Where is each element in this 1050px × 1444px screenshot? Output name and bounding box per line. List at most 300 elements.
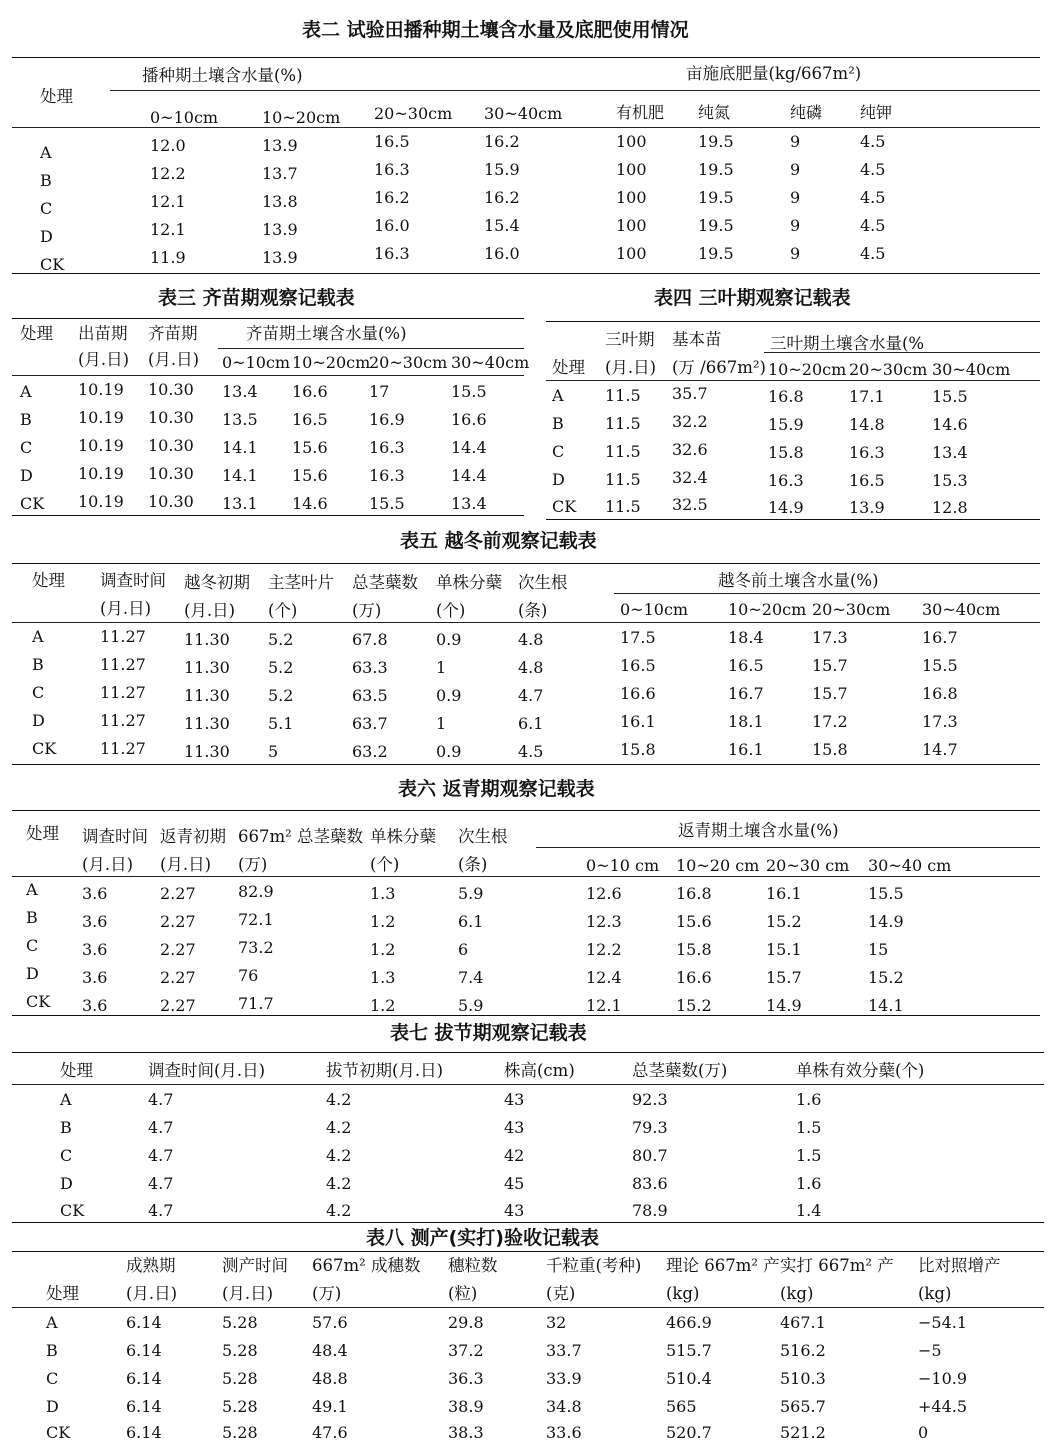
cell: 11.9 — [150, 248, 186, 267]
header-survey-unit: (月.日) — [82, 855, 134, 874]
header-tillers: 总茎蘖数 — [352, 573, 418, 592]
header-treatment: 处理 — [20, 324, 53, 343]
cell: 10.30 — [148, 408, 194, 427]
cell: 6.1 — [458, 912, 484, 931]
col-header: 0~10cm — [620, 600, 689, 619]
cell: 1 — [436, 658, 447, 677]
cell: 16.5 — [728, 656, 764, 675]
cell: C — [46, 1369, 59, 1388]
cell: 13.4 — [932, 443, 968, 462]
cell: 1.2 — [370, 996, 396, 1015]
cell: 5.9 — [458, 884, 484, 903]
cell: 0 — [918, 1423, 929, 1442]
cell: 48.8 — [312, 1369, 348, 1388]
rule — [12, 1251, 1044, 1252]
cell: 11.5 — [605, 470, 641, 489]
cell: B — [40, 171, 52, 190]
col-header: 千粒重(考种) — [546, 1256, 642, 1275]
rule — [12, 764, 1040, 765]
cell: 4.2 — [326, 1146, 352, 1165]
cell: D — [20, 466, 33, 485]
cell: 19.5 — [698, 244, 734, 263]
header-basic-seedlings: 基本苗 — [672, 330, 722, 349]
cell: 17.1 — [849, 387, 885, 406]
table-4-title: 表四 三叶期观察记载表 — [654, 287, 851, 309]
rule — [12, 515, 524, 516]
col-header: 20~30cm — [812, 600, 891, 619]
cell: 4.7 — [148, 1118, 174, 1137]
cell: 13.7 — [262, 164, 298, 183]
cell: 38.3 — [448, 1423, 484, 1442]
cell: 10.19 — [78, 380, 124, 399]
col-header: 纯磷 — [790, 103, 823, 122]
cell: 15.7 — [812, 684, 848, 703]
cell: 11.30 — [184, 686, 230, 705]
cell: D — [46, 1397, 59, 1416]
cell: 11.5 — [605, 442, 641, 461]
col-header: 30~40cm — [484, 104, 563, 123]
cell: 13.4 — [451, 494, 487, 513]
cell: 33.7 — [546, 1341, 582, 1360]
rule — [218, 348, 524, 349]
cell: 16.7 — [922, 628, 958, 647]
header-soil-moisture: 播种期土壤含水量(%) — [142, 66, 303, 85]
cell: 9 — [790, 244, 801, 263]
cell: 15.5 — [922, 656, 958, 675]
cell: 10.19 — [78, 464, 124, 483]
cell: 100 — [616, 160, 647, 179]
cell: 5.2 — [268, 630, 294, 649]
col-header: 20~30cm — [369, 353, 448, 372]
cell: 5.9 — [458, 996, 484, 1015]
cell: 12.1 — [586, 996, 622, 1015]
cell: 67.8 — [352, 630, 388, 649]
cell: 12.6 — [586, 884, 622, 903]
cell: 7.4 — [458, 968, 484, 987]
cell: 16.9 — [369, 410, 405, 429]
cell: 4.5 — [860, 132, 886, 151]
rule — [12, 1015, 1040, 1016]
header-full-stand: 齐苗期 — [148, 324, 198, 343]
cell: 100 — [616, 188, 647, 207]
cell: 520.7 — [666, 1423, 712, 1442]
cell: 4.7 — [148, 1146, 174, 1165]
cell: 4.7 — [148, 1090, 174, 1109]
cell: 466.9 — [666, 1313, 712, 1332]
cell: 1.5 — [796, 1118, 822, 1137]
cell: 14.9 — [868, 912, 904, 931]
col-header: 30~40cm — [451, 353, 530, 372]
cell: 12.1 — [150, 192, 186, 211]
col-header: 调查时间(月.日) — [148, 1061, 266, 1080]
header-emergence: 出苗期 — [78, 324, 128, 343]
col-header: 20~30cm — [374, 104, 453, 123]
col-header: 10~20cm — [728, 600, 807, 619]
cell: CK — [46, 1423, 71, 1442]
cell: D — [40, 227, 53, 246]
rule — [12, 563, 1040, 564]
header-soil-moisture: 齐苗期土壤含水量(%) — [246, 324, 407, 343]
cell: D — [26, 964, 39, 983]
cell: 63.2 — [352, 742, 388, 761]
cell: 14.1 — [222, 438, 258, 457]
cell: 16.5 — [374, 132, 410, 151]
cell: 9 — [790, 188, 801, 207]
cell: 15.6 — [292, 438, 328, 457]
cell: 100 — [616, 132, 647, 151]
cell: 6.14 — [126, 1369, 162, 1388]
cell: 4.7 — [518, 686, 544, 705]
cell: 76 — [238, 966, 259, 985]
cell: 16.3 — [369, 438, 405, 457]
cell: 19.5 — [698, 216, 734, 235]
cell: 15 — [868, 940, 889, 959]
cell: 4.8 — [518, 630, 544, 649]
header-three-leaf: 三叶期 — [605, 330, 655, 349]
cell: 18.1 — [728, 712, 764, 731]
col-header-unit: (克) — [546, 1284, 576, 1303]
cell: 3.6 — [82, 996, 108, 1015]
cell: 16.6 — [620, 684, 656, 703]
cell: A — [26, 880, 38, 899]
cell: 13.9 — [262, 136, 298, 155]
cell: 17.3 — [922, 712, 958, 731]
cell: 33.6 — [546, 1423, 582, 1442]
cell: 11.27 — [100, 683, 146, 702]
cell: 16.2 — [374, 188, 410, 207]
col-header: 0~10 cm — [586, 856, 660, 875]
col-header: 0~10cm — [150, 108, 219, 127]
cell: 13.1 — [222, 494, 258, 513]
header-regreen: 返青初期 — [160, 827, 226, 846]
cell: 16.6 — [292, 382, 328, 401]
rule — [12, 57, 1040, 58]
cell: 516.2 — [780, 1341, 826, 1360]
table-3-title: 表三 齐苗期观察记载表 — [158, 287, 355, 309]
col-header: 10~20cm — [292, 353, 371, 372]
cell: 43 — [504, 1201, 525, 1220]
header-fertilizer: 亩施底肥量(kg/667m²) — [686, 64, 862, 83]
cell: 13.8 — [262, 192, 298, 211]
cell: 18.4 — [728, 628, 764, 647]
rule — [12, 1222, 1044, 1223]
cell: 14.4 — [451, 466, 487, 485]
cell: 34.8 — [546, 1397, 582, 1416]
col-header: 10~20cm — [262, 108, 341, 127]
cell: 1.5 — [796, 1146, 822, 1165]
cell: 16.6 — [676, 968, 712, 987]
cell: 72.1 — [238, 910, 274, 929]
cell: C — [60, 1146, 73, 1165]
cell: +44.5 — [918, 1397, 968, 1416]
cell: 15.6 — [676, 912, 712, 931]
cell: 1.3 — [370, 884, 396, 903]
cell: 4.2 — [326, 1118, 352, 1137]
header-treatment: 处理 — [32, 571, 65, 590]
cell: 5 — [268, 742, 279, 761]
cell: 3.6 — [82, 940, 108, 959]
cell: 16.1 — [728, 740, 764, 759]
cell: A — [40, 143, 52, 162]
rule — [12, 375, 524, 376]
cell: CK — [40, 255, 65, 274]
cell: 3.6 — [82, 912, 108, 931]
cell: 4.5 — [860, 244, 886, 263]
cell: 49.1 — [312, 1397, 348, 1416]
cell: 9 — [790, 160, 801, 179]
col-header: 实打 667m² 产 — [780, 1256, 894, 1275]
cell: 1 — [436, 714, 447, 733]
header-leaves-unit: (个) — [268, 601, 298, 620]
header-soil-moisture: 三叶期土壤含水量(% — [770, 334, 925, 353]
cell: 16.2 — [484, 132, 520, 151]
cell: 16.3 — [369, 466, 405, 485]
cell: 15.5 — [868, 884, 904, 903]
col-header: 20~30 cm — [766, 856, 850, 875]
cell: 16.7 — [728, 684, 764, 703]
cell: 78.9 — [632, 1201, 668, 1220]
cell: 11.5 — [605, 414, 641, 433]
cell: 15.5 — [932, 387, 968, 406]
cell: B — [552, 414, 564, 433]
cell: 6.14 — [126, 1313, 162, 1332]
cell: 5.2 — [268, 686, 294, 705]
cell: C — [552, 442, 565, 461]
rule — [12, 1307, 1044, 1308]
cell: 5.28 — [222, 1313, 258, 1332]
col-header-unit: (月.日) — [222, 1284, 274, 1303]
cell: −54.1 — [918, 1313, 968, 1332]
cell: 14.1 — [222, 466, 258, 485]
cell: 1.4 — [796, 1201, 822, 1220]
cell: 15.2 — [766, 912, 802, 931]
cell: C — [20, 438, 33, 457]
cell: 14.9 — [768, 498, 804, 517]
table-6-title: 表六 返青期观察记载表 — [398, 778, 595, 800]
col-header-unit: (万) — [312, 1284, 342, 1303]
cell: 3.6 — [82, 968, 108, 987]
rule — [12, 127, 1040, 128]
col-header: 株高(cm) — [504, 1061, 575, 1080]
rule — [12, 810, 1040, 811]
header-tillers: 667m² 总茎蘖数 — [238, 827, 363, 846]
cell: 4.2 — [326, 1174, 352, 1193]
cell: 15.8 — [812, 740, 848, 759]
cell: 16.1 — [766, 884, 802, 903]
header-survey-unit: (月.日) — [100, 599, 152, 618]
cell: 6.14 — [126, 1423, 162, 1442]
cell: 15.7 — [766, 968, 802, 987]
cell: A — [32, 627, 44, 646]
col-header-unit: (月.日) — [126, 1284, 178, 1303]
cell: 92.3 — [632, 1090, 668, 1109]
cell: 100 — [616, 244, 647, 263]
cell: 4.8 — [518, 658, 544, 677]
cell: 16.3 — [849, 443, 885, 462]
cell: 11.30 — [184, 714, 230, 733]
cell: 11.27 — [100, 627, 146, 646]
table-2-title: 表二 试验田播种期土壤含水量及底肥使用情况 — [302, 19, 689, 41]
cell: 5.28 — [222, 1423, 258, 1442]
cell: 10.19 — [78, 408, 124, 427]
cell: 9 — [790, 132, 801, 151]
cell: 1.2 — [370, 940, 396, 959]
rule — [12, 876, 1040, 877]
cell: 42 — [504, 1146, 525, 1165]
cell: 16.5 — [620, 656, 656, 675]
cell: 16.6 — [451, 410, 487, 429]
cell: 16.8 — [676, 884, 712, 903]
cell: C — [26, 936, 39, 955]
header-full-stand-unit: (月.日) — [148, 350, 200, 369]
header-roots: 次生根 — [458, 827, 508, 846]
cell: 33.9 — [546, 1369, 582, 1388]
header-roots-unit: (条) — [518, 601, 548, 620]
cell: 16.8 — [922, 684, 958, 703]
cell: 2.27 — [160, 996, 196, 1015]
cell: CK — [552, 497, 577, 516]
cell: 6 — [458, 940, 469, 959]
col-header: 纯氮 — [698, 103, 731, 122]
cell: 29.8 — [448, 1313, 484, 1332]
cell: 4.5 — [860, 188, 886, 207]
rule — [12, 1052, 1044, 1053]
cell: 16.1 — [620, 712, 656, 731]
rule — [764, 352, 1040, 353]
cell: 13.5 — [222, 410, 258, 429]
header-tillers-unit: (万) — [352, 601, 382, 620]
cell: D — [32, 711, 45, 730]
cell: 73.2 — [238, 938, 274, 957]
cell: 36.3 — [448, 1369, 484, 1388]
cell: 5.28 — [222, 1397, 258, 1416]
cell: 2.27 — [160, 968, 196, 987]
header-single-tiller: 单株分蘖 — [436, 573, 502, 592]
cell: 17 — [369, 382, 390, 401]
cell: 12.4 — [586, 968, 622, 987]
cell: 14.1 — [868, 996, 904, 1015]
header-single-tiller: 单株分蘖 — [370, 827, 436, 846]
cell: 15.2 — [676, 996, 712, 1015]
header-tillers-unit: (万) — [238, 855, 268, 874]
cell: 16.3 — [374, 244, 410, 263]
cell: 37.2 — [448, 1341, 484, 1360]
cell: 47.6 — [312, 1423, 348, 1442]
cell: 14.4 — [451, 438, 487, 457]
header-survey: 调查时间 — [82, 827, 148, 846]
cell: 12.8 — [932, 498, 968, 517]
cell: 63.5 — [352, 686, 388, 705]
cell: C — [32, 683, 45, 702]
cell: −10.9 — [918, 1369, 968, 1388]
cell: 32.5 — [672, 495, 708, 514]
cell: 4.7 — [148, 1174, 174, 1193]
header-soil-moisture: 越冬前土壤含水量(%) — [718, 571, 879, 590]
cell: 14.6 — [932, 415, 968, 434]
cell: 16.3 — [374, 160, 410, 179]
col-header: 测产时间 — [222, 1256, 288, 1275]
col-header-unit: (kg) — [666, 1284, 700, 1303]
rule — [12, 273, 1040, 274]
cell: 0.9 — [436, 630, 462, 649]
header-treatment: 处理 — [40, 87, 73, 106]
cell: 1.6 — [796, 1174, 822, 1193]
cell: 11.27 — [100, 711, 146, 730]
cell: 57.6 — [312, 1313, 348, 1332]
cell: 19.5 — [698, 160, 734, 179]
cell: 1.6 — [796, 1090, 822, 1109]
cell: 11.5 — [605, 497, 641, 516]
col-header: 理论 667m² 产 — [666, 1256, 780, 1275]
cell: 5.1 — [268, 714, 294, 733]
table-5-title: 表五 越冬前观察记载表 — [400, 530, 597, 552]
cell: B — [32, 655, 44, 674]
cell: C — [40, 199, 53, 218]
cell: 45 — [504, 1174, 525, 1193]
cell: 19.5 — [698, 132, 734, 151]
table-8-title: 表八 测产(实打)验收记载表 — [366, 1227, 599, 1249]
rule — [546, 321, 1040, 322]
cell: 6.1 — [518, 714, 544, 733]
col-header: 成熟期 — [126, 1256, 176, 1275]
cell: D — [60, 1174, 73, 1193]
cell: B — [20, 410, 32, 429]
cell: 16.0 — [374, 216, 410, 235]
cell: 15.3 — [932, 471, 968, 490]
cell: 11.27 — [100, 655, 146, 674]
cell: B — [26, 908, 38, 927]
header-three-leaf-unit: (月.日) — [605, 358, 657, 377]
header-emergence-unit: (月.日) — [78, 350, 130, 369]
col-header: 30~40cm — [922, 600, 1001, 619]
cell: 12.3 — [586, 912, 622, 931]
cell: A — [20, 382, 32, 401]
cell: 32 — [546, 1313, 567, 1332]
header-early-winter: 越冬初期 — [184, 573, 250, 592]
cell: 43 — [504, 1090, 525, 1109]
cell: 11.30 — [184, 658, 230, 677]
cell: 71.7 — [238, 994, 274, 1013]
cell: 510.4 — [666, 1369, 712, 1388]
cell: 16.5 — [849, 471, 885, 490]
cell: A — [60, 1090, 72, 1109]
cell: CK — [60, 1201, 85, 1220]
cell: 11.27 — [100, 739, 146, 758]
cell: 82.9 — [238, 882, 274, 901]
cell: 5.28 — [222, 1369, 258, 1388]
cell: 63.3 — [352, 658, 388, 677]
cell: A — [46, 1313, 58, 1332]
cell: 16.8 — [768, 387, 804, 406]
rule — [12, 1084, 1044, 1085]
col-header: 单株有效分蘖(个) — [796, 1061, 925, 1080]
cell: 14.7 — [922, 740, 958, 759]
cell: 521.2 — [780, 1423, 826, 1442]
col-header: 总茎蘖数(万) — [632, 1061, 728, 1080]
cell: 19.5 — [698, 188, 734, 207]
cell: 2.27 — [160, 884, 196, 903]
col-header: 穗粒数 — [448, 1256, 498, 1275]
col-header: 处理 — [60, 1061, 93, 1080]
col-header: 20~30cm — [849, 360, 928, 379]
table-7-title: 表七 拔节期观察记载表 — [390, 1022, 587, 1044]
header-basic-seedlings-unit: (万 /667m²) — [672, 358, 766, 377]
cell: 14.6 — [292, 494, 328, 513]
cell: 17.3 — [812, 628, 848, 647]
rule — [536, 847, 1040, 848]
cell: 6.14 — [126, 1341, 162, 1360]
cell: 15.8 — [620, 740, 656, 759]
